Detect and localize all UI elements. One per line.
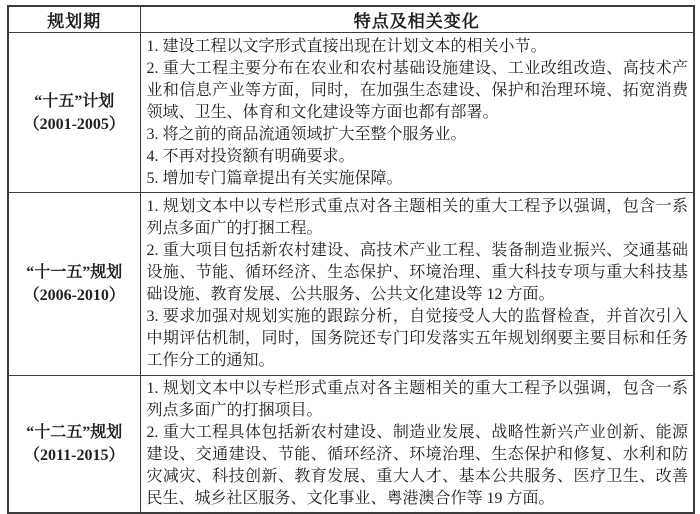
features-cell (140, 193, 694, 376)
feature-item: 3. 将之前的商品流通领域扩大至整个服务业。 (146, 125, 467, 143)
feature-item: 1. 规划文本中以专栏形式重点对各主题相关的重大工程予以强调，包含一系列点多面广的打捆项目。 (146, 380, 688, 419)
table-row (8, 33, 694, 193)
five-year-plan-comparison-table (7, 5, 695, 514)
period-years: （2001-2005） (23, 115, 125, 133)
period-years: （2011-2015） (24, 447, 125, 464)
feature-item: 5. 增加专门篇章提出有关实施保障。 (146, 169, 403, 187)
period-name: “十二五”规划 (26, 424, 123, 441)
feature-item: 2. 重大工程具体包括新农村建设、制造业发展、战略性新兴产业创新、能源建设、交通建设、节能、循环经济、环境治理、生态保护和修复、水利和防灾减灾、科技创新、教育发展、重大人才、基本公共服务、医疗卫生、改善民生、城乡社区服务、文化事业、粤港澳合作等 19 方面。 (146, 424, 688, 507)
header-cell-period: 规划期 (8, 6, 140, 33)
feature-item: 2. 重大项目包括新农村建设、高技术产业工程、装备制造业振兴、交通基础设施、节能、循环经济、生态保护、环境治理、重大科技专项与重大科技基础设施、教育发展、公共服务、公共文化建设等 12 方面。 (146, 242, 688, 303)
feature-item: 2. 重大工程主要分布在农业和农村基础设施建设、工业改组改造、高技术产业和信息产业等方面，同时，在加强生态建设、保护和治理环境、拓宽消费领域、卫生、体育和文化建设等方面也都有部署。 (146, 59, 688, 121)
period-cell (8, 33, 140, 193)
features-cell (140, 33, 694, 193)
period-years: （2006-2010） (23, 287, 125, 304)
features-cell (140, 376, 694, 514)
feature-item: 4. 不再对投资额有明确要求。 (146, 147, 355, 165)
period-name: “十五”计划 (34, 92, 115, 110)
feature-item: 3. 要求加强对规划实施的跟踪分析，自觉接受人大的监督检查，并首次引入中期评估机制，同时，国务院还专门印发落实五年规划纲要主要目标和任务工作分工的通知。 (146, 308, 688, 369)
period-cell (8, 193, 140, 376)
table-row (8, 376, 694, 514)
table-header-row (8, 6, 694, 33)
period-cell (8, 376, 140, 514)
table-row (8, 193, 694, 376)
header-cell-features: 特点及相关变化 (140, 6, 694, 33)
feature-item: 1. 建设工程以文字形式直接出现在计划文本的相关小节。 (146, 37, 547, 55)
period-name: “十一五”规划 (26, 264, 123, 281)
feature-item: 1. 规划文本中以专栏形式重点对各主题相关的重大工程予以强调，包含一系列点多面广的打捆工程。 (146, 198, 688, 237)
